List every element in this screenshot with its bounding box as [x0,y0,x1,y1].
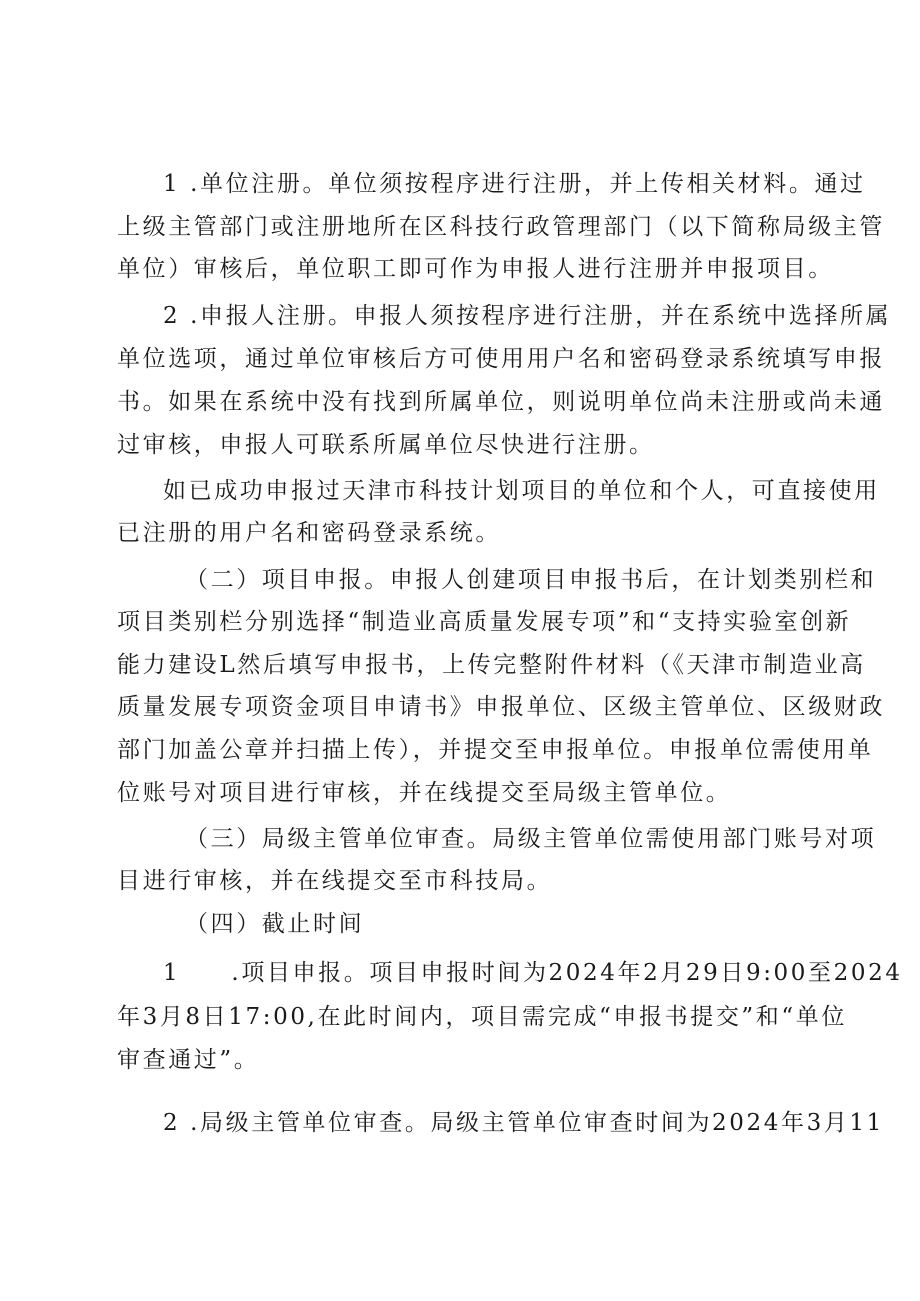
paragraph-line: 质量发展专项资金项目申请书》申报单位、区级主管单位、区级财政 [117,694,885,720]
paragraph-line: （二）项目申报。申报人创建项目申报书后，在计划类别栏和 [185,567,877,593]
paragraph-line: 单位选项，通过单位审核后方可使用用户名和密码登录系统填写申报 [117,346,885,372]
paragraph-line: 1 .单位注册。单位须按程序进行注册，并上传相关材料。通过 [163,171,866,197]
paragraph-line: 部门加盖公章并扫描上传），并提交至申报单位。申报单位需使用单 [117,737,874,763]
paragraph-line: 年3月8日17:00,在此时间内，项目需完成“申报书提交”和“单位 [117,1004,847,1030]
paragraph-line: 已注册的用户名和密码登录系统。 [117,520,501,546]
paragraph-line: 项目类别栏分别选择“制造业高质量发展专项”和“支持实验室创新 [117,609,852,635]
paragraph-line: 能力建设L然后填写申报书，上传完整附件材料（《天津市制造业高 [117,652,866,678]
paragraph-line: 单位）审核后，单位职工即可作为申报人进行注册并申报项目。 [117,256,834,282]
paragraph-line: 上级主管部门或注册地所在区科技行政管理部门（以下简称局级主管 [117,214,885,240]
paragraph-line: 审查通过”。 [117,1047,260,1073]
paragraph-line: 如已成功申报过天津市科技计划项目的单位和个人，可直接使用 [163,478,880,504]
paragraph-line: 2 .局级主管单位审查。局级主管单位审查时间为2024年3月11 [163,1110,884,1136]
paragraph-line: 书。如果在系统中没有找到所属单位，则说明单位尚未注册或尚未通 [117,389,885,415]
paragraph-line: 过审核，申报人可联系所属单位尽快进行注册。 [117,432,655,458]
paragraph-line: 1 .项目申报。项目申报时间为2024年2月29日9:00至2024 [163,960,903,986]
paragraph-line: 目进行审核，并在线提交至市科技局。 [117,868,553,894]
paragraph-line: 2 .申报人注册。申报人须按程序进行注册，并在系统中选择所属 [163,303,892,329]
paragraph-line: （三）局级主管单位审查。局级主管单位需使用部门账号对项 [185,826,877,852]
paragraph-line: 位账号对项目进行审核，并在线提交至局级主管单位。 [117,780,732,806]
section-heading: （四）截止时间 [185,911,365,937]
